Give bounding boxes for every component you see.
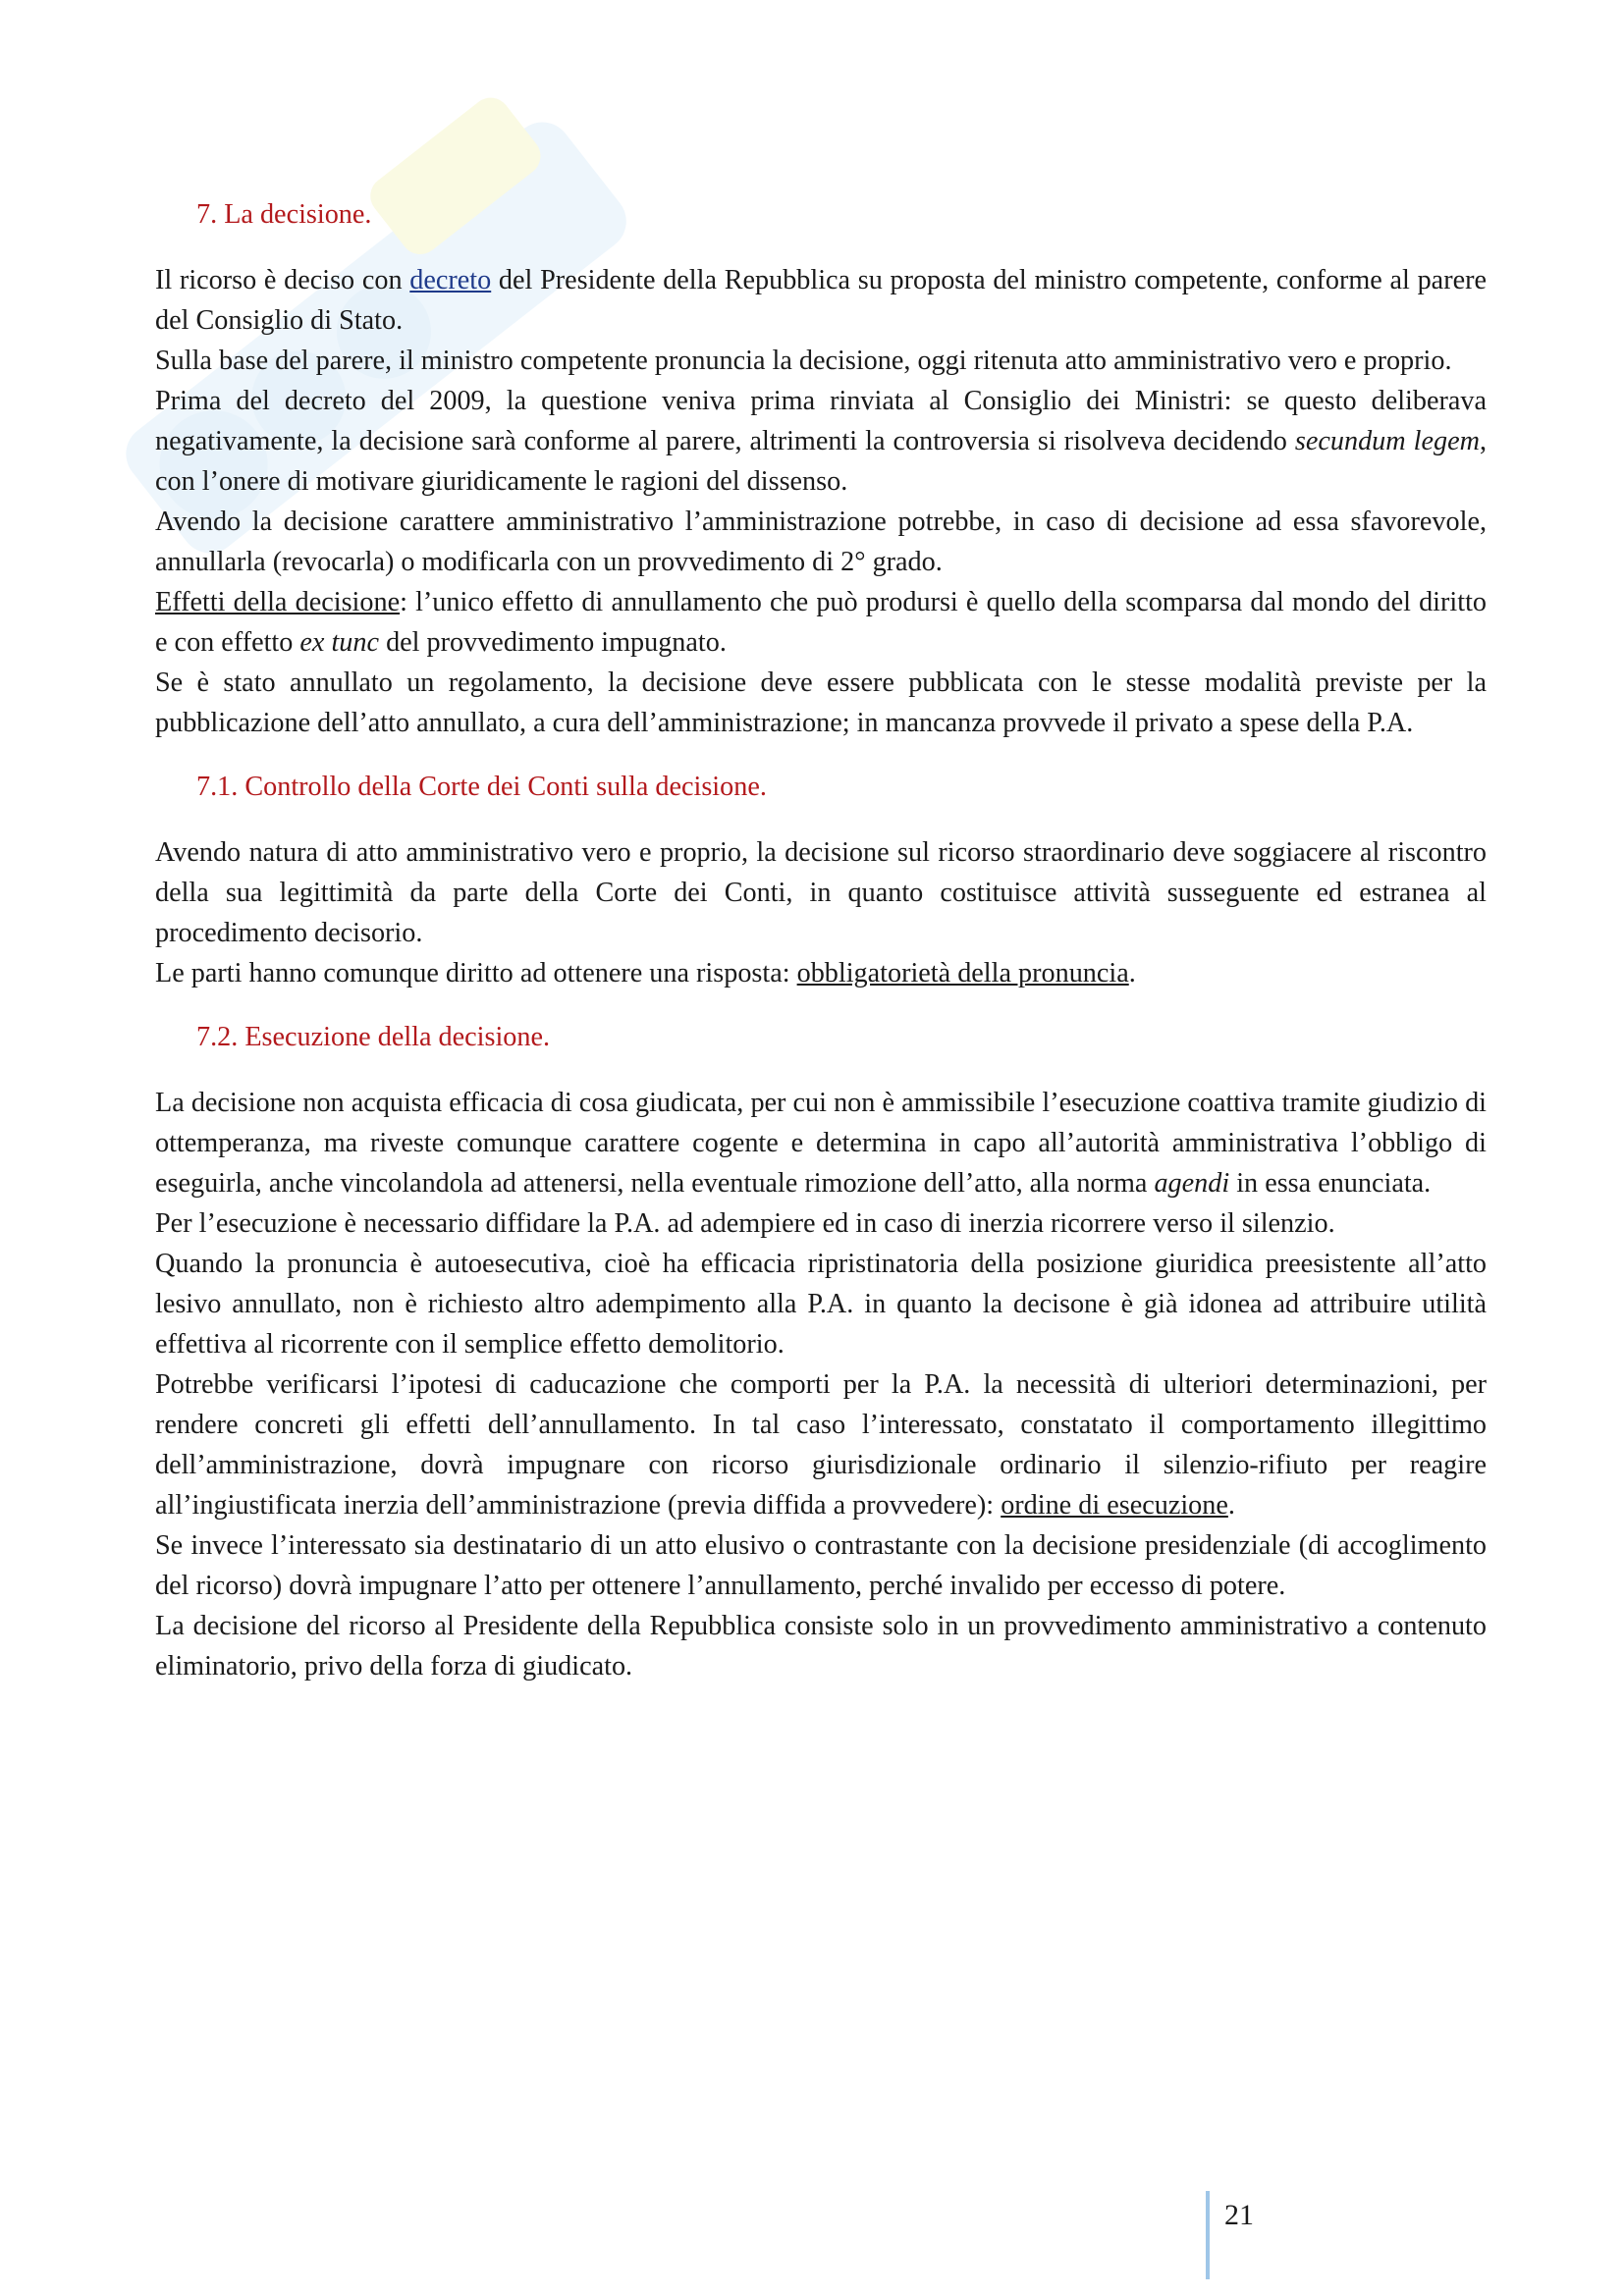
- paragraph: Avendo la decisione carattere amministrativo l’amministrazione potrebbe, in caso di decisione ad essa sfavorevole, annullarla (revocarla) o modificarla con un provvedimento di 2° grado.: [155, 507, 1487, 577]
- underlined-term: ordine di esecuzione: [1001, 1490, 1228, 1521]
- page-number: 21: [1224, 2199, 1254, 2231]
- paragraph: [155, 953, 1487, 993]
- text: del Presidente della Repubblica su proposta del ministro competente, conforme al parere del Consiglio di Stato.: [155, 265, 1487, 336]
- text: : l’unico effetto di annullamento che può prodursi è quello della scomparsa dal mondo del diritto e con effetto: [155, 587, 1487, 658]
- decreto-link[interactable]: decreto: [409, 265, 492, 295]
- text: Il ricorso è deciso con: [155, 265, 410, 295]
- paragraph: [155, 381, 1487, 502]
- text: , con l’onere di motivare giuridicamente le ragioni del dissenso.: [155, 426, 1487, 497]
- paragraph: Se invece l’interessato sia destinatario di un atto elusivo o contrastante con la decisione presidenziale (di accoglimento del ricorso) dovrà impugnare l’atto per ottenere l’annullamento, perché invalido per eccesso di potere.: [155, 1530, 1487, 1601]
- text: La decisione non acquista efficacia di cosa giudicata, per cui non è ammissibile l’esecuzione coattiva tramite giudizio di ottemperanza, ma riveste comunque carattere cogente e determina in capo all’autorità amministrativa l’obbligo di eseguirla, anche vincolandola ad attenersi, nella eventuale rimozione dell’atto, alla norma: [155, 1088, 1487, 1199]
- text: del provvedimento impugnato.: [379, 627, 727, 658]
- section-heading-7: 7. La decisione.: [196, 199, 372, 230]
- text: Potrebbe verificarsi l’ipotesi di caducazione che comporti per la P.A. la necessità di ulteriori determinazioni, per rendere concreti gli effetti dell’annullamento. In tal caso l’interessato, constatato il comportamento illegittimo dell’amministrazione, dovrà impugnare con ricorso giurisdizionale ordinario il silenzio-rifiuto per reagire all’ingiustificata inerzia dell’amministrazione (previa diffida a provvedere):: [155, 1369, 1487, 1521]
- text: .: [1227, 1490, 1235, 1521]
- paragraph: Se è stato annullato un regolamento, la decisione deve essere pubblicata con le stesse modalità previste per la pubblicazione dell’atto annullato, a cura dell’amministrazione; in mancanza provvede il privato a spese della P.A.: [155, 667, 1487, 738]
- text: Le parti hanno comunque diritto ad ottenere una risposta:: [155, 958, 797, 988]
- paragraph: Avendo natura di atto amministrativo vero e proprio, la decisione sul ricorso straordinario deve soggiacere al riscontro della sua legittimità da parte della Corte dei Conti, in quanto costituisce attività susseguente ed estranea al procedimento decisorio.: [155, 837, 1487, 948]
- text: .: [1128, 958, 1136, 988]
- footer-divider: [1206, 2191, 1210, 2279]
- underlined-term: obbligatorietà della pronuncia: [796, 958, 1129, 988]
- paragraph: La decisione del ricorso al Presidente della Repubblica consiste solo in un provvedimento amministrativo a contenuto eliminatorio, privo della forza di giudicato.: [155, 1611, 1487, 1682]
- paragraph: [155, 1364, 1487, 1525]
- paragraph: [155, 582, 1487, 663]
- underlined-term: Effetti della decisione: [155, 587, 401, 617]
- text: Prima del decreto del 2009, la questione veniva prima rinviata al Consiglio dei Ministri: se questo deliberava negativamente, la decisione sarà conforme al parere, altrimenti la controversia si risolveva decidendo: [155, 386, 1487, 456]
- italic-term: ex tunc: [299, 627, 380, 658]
- section-heading-7-1: 7.1. Controllo della Corte dei Conti sulla decisione.: [196, 772, 767, 802]
- document-body: [155, 187, 1487, 1686]
- italic-term: agendi: [1154, 1168, 1230, 1199]
- section-heading-7-2: 7.2. Esecuzione della decisione.: [196, 1022, 551, 1052]
- text: in essa enunciata.: [1229, 1168, 1432, 1199]
- paragraph: Sulla base del parere, il ministro competente pronuncia la decisione, oggi ritenuta atto amministrativo vero e proprio.: [155, 346, 1452, 376]
- paragraph: [155, 260, 1487, 341]
- paragraph: [155, 1083, 1487, 1203]
- paragraph: Quando la pronuncia è autoesecutiva, cioè ha efficacia ripristinatoria della posizione giuridica preesistente all’atto lesivo annullato, non è richiesto altro adempimento alla P.A. in quanto la decisone è già idonea ad attribuire utilità effettiva al ricorrente con il semplice effetto demolitorio.: [155, 1249, 1487, 1360]
- italic-term: secundum legem: [1294, 426, 1480, 456]
- paragraph: Per l’esecuzione è necessario diffidare la P.A. ad adempiere ed in caso di inerzia ricorrere verso il silenzio.: [155, 1208, 1335, 1239]
